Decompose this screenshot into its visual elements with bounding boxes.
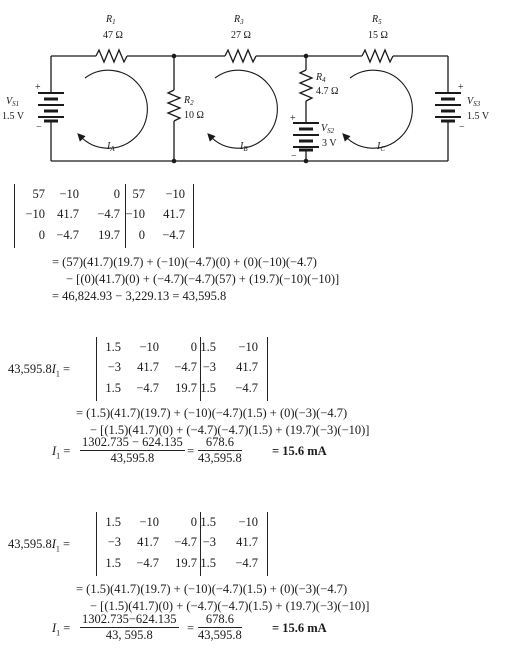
r5-label: $R_5$ [372,14,382,26]
matrix-cell: 1.5 [105,556,121,570]
vs2-label: $V_{S2}$ [321,123,335,135]
expansion-line: = (1.5)(41.7)(19.7) + (−10)(−4.7)(1.5) + (0)(−3)(−4.7) [76,582,348,596]
vs3-label: $V_{S3}$ [467,96,481,108]
fraction-numerator: 1302.735−624.135 [82,612,177,626]
resistor-r1 [96,50,127,62]
matrix-cell: 41.7 [137,535,159,549]
vs1-value: 1.5 V [2,111,25,122]
resistor-r3 [225,50,256,62]
resistor-r5 [362,50,393,62]
final-result [272,622,327,635]
matrix-cell: −4.7 [162,228,185,242]
lhs-expression [8,538,70,554]
matrix-cell: 0 [38,228,45,242]
matrix-cell: 1.5 [200,556,216,570]
vs1-plus-sign: + [35,82,41,93]
lhs-equals: = [59,362,71,376]
matrix-cell: −10 [165,187,185,201]
battery-vs3 [435,93,461,121]
matrix-cell: −4.7 [174,360,197,374]
determinant-matrix [14,184,194,248]
ic-label: $I_C$ [377,141,386,153]
r4-value: 4.7 Ω [316,86,339,97]
matrix-cell: −4.7 [136,381,159,395]
result-variable: I [52,621,57,635]
circuit-diagram [0,0,510,175]
mesh-current-ic-arrow [345,70,412,148]
result-lhs [52,622,70,638]
matrix-cell: −4.7 [174,535,197,549]
matrix-cell: −4.7 [136,556,159,570]
fraction-denominator: 43,595.8 [198,450,242,465]
lhs-variable: I [51,362,56,376]
lhs-subscript: 1 [55,544,60,554]
result-lhs [52,445,70,461]
fraction-denominator: 43,595.8 [110,450,155,465]
node-dot [304,54,309,59]
matrix-cell: −3 [202,535,216,549]
vs3-value: 1.5 V [467,111,490,122]
matrix-cell: 19.7 [175,556,197,570]
r5-value: 15 Ω [368,30,388,41]
matrix-cell: 0 [113,187,120,201]
matrix-cell: 19.7 [98,228,120,242]
r4-label: $R_4$ [316,72,326,84]
r3-label: $R_3$ [234,14,244,26]
matrix-cell: 1.5 [105,381,121,395]
result-subscript: 1 [56,451,61,461]
battery-vs1 [38,93,64,121]
matrix-cell: −3 [107,535,121,549]
vs3-plus-sign: + [458,82,464,93]
lhs-equals: = [59,537,71,551]
vs2-minus-sign: − [291,151,297,162]
matrix-cell: 1.5 [105,340,121,354]
expansion-line: − [(1.5)(41.7)(0) + (−4.7)(−4.7)(1.5) + (19.7)(−3)(−10)] [90,423,370,437]
result-equals: = [60,444,71,458]
lhs-value: 43,595.8 [8,362,52,376]
fraction-numerator: 1302.735 − 624.135 [82,435,183,449]
resistor-r2 [168,90,180,121]
matrix-cell: 41.7 [57,207,79,221]
matrix-cell: 0 [138,228,145,242]
determinant-expansion-line: − [(0)(41.7)(0) + (−4.7)(−4.7)(57) + (19.7)(−10)(−10)] [66,272,340,286]
ia-label: $I_A$ [107,141,115,153]
matrix-cell: 41.7 [137,360,159,374]
fraction [198,436,242,464]
node-dot [172,159,177,164]
mesh-current-ia-arrow [80,70,147,148]
matrix-cell: 1.5 [200,515,216,529]
vs2-plus-sign: + [290,113,296,124]
vs3-minus-sign: − [459,122,465,133]
fraction-numerator: 678.6 [198,436,242,451]
r2-label: $R_2$ [184,95,194,107]
fraction-denominator: 43, 595.8 [105,627,153,642]
r3-value: 27 Ω [231,30,251,41]
result-equals: = [60,621,71,635]
node-dot [172,54,177,59]
determinant-section [0,180,510,310]
determinant-expansion-line: = (57)(41.7)(19.7) + (−10)(−4.7)(0) + (0)(−10)(−4.7) [52,255,317,269]
resistor-r4 [300,70,312,101]
result-value: = 15.6 mA [272,621,327,635]
matrix-cell: 0 [190,340,197,354]
matrix-cell: −4.7 [97,207,120,221]
r2-value: 10 Ω [184,110,204,121]
matrix-cell: −4.7 [235,556,258,570]
expansion-line: − [(1.5)(41.7)(0) + (−4.7)(−4.7)(1.5) + (19.7)(−3)(−10)] [90,599,370,613]
fraction [80,436,185,464]
fraction [198,613,242,641]
node-dot [304,159,309,164]
i1-solution-block [0,508,510,663]
fraction-denominator: 43,595.8 [198,627,242,642]
ib-label: $I_B$ [240,141,248,153]
r1-value: 47 Ω [103,30,123,41]
matrix-cell: 0 [190,515,197,529]
result-subscript: 1 [56,628,61,638]
matrix-cell: −10 [238,340,258,354]
i1-numerator-matrix [96,337,268,401]
matrix-cell: 57 [32,187,45,201]
result-value: = 15.6 mA [272,444,327,458]
mesh-current-ib-arrow [210,70,277,148]
fraction-numerator: 678.6 [198,613,242,628]
matrix-cell: −10 [59,187,79,201]
lhs-subscript: 1 [55,369,60,379]
matrix-cell: −10 [139,515,159,529]
matrix-cell: 41.7 [163,207,185,221]
matrix-cell: 57 [132,187,145,201]
matrix-cell: −4.7 [56,228,79,242]
matrix-cell: −4.7 [235,381,258,395]
matrix-cell: 19.7 [175,381,197,395]
i1-numerator-matrix [96,512,268,576]
matrix-cell: 1.5 [200,381,216,395]
vs1-minus-sign: − [36,122,42,133]
lhs-variable: I [51,537,56,551]
matrix-cell: −10 [125,207,145,221]
matrix-cell: 1.5 [105,515,121,529]
equals-sign: = [187,621,195,635]
matrix-cell: −10 [25,207,45,221]
result-variable: I [52,444,57,458]
vs1-label: $V_{S1}$ [6,96,20,108]
expansion-line: = (1.5)(41.7)(19.7) + (−10)(−4.7)(1.5) + (0)(−3)(−4.7) [76,406,348,420]
i1-solution-block [0,333,510,478]
matrix-cell: −3 [107,360,121,374]
matrix-cell: 41.7 [236,535,258,549]
vs2-value: 3 V [322,138,337,149]
matrix-cell: −3 [202,360,216,374]
lhs-expression [8,363,70,379]
r1-label: $R_1$ [106,14,116,26]
matrix-cell: 41.7 [236,360,258,374]
final-result [272,445,327,458]
lhs-value: 43,595.8 [8,537,52,551]
determinant-result-line: = 46,824.93 − 3,229.13 = 43,595.8 [52,289,227,303]
matrix-cell: −10 [139,340,159,354]
matrix-cell: −10 [238,515,258,529]
equals-sign: = [187,444,195,458]
battery-vs2 [293,123,319,150]
matrix-cell: 1.5 [200,340,216,354]
fraction [80,613,179,641]
